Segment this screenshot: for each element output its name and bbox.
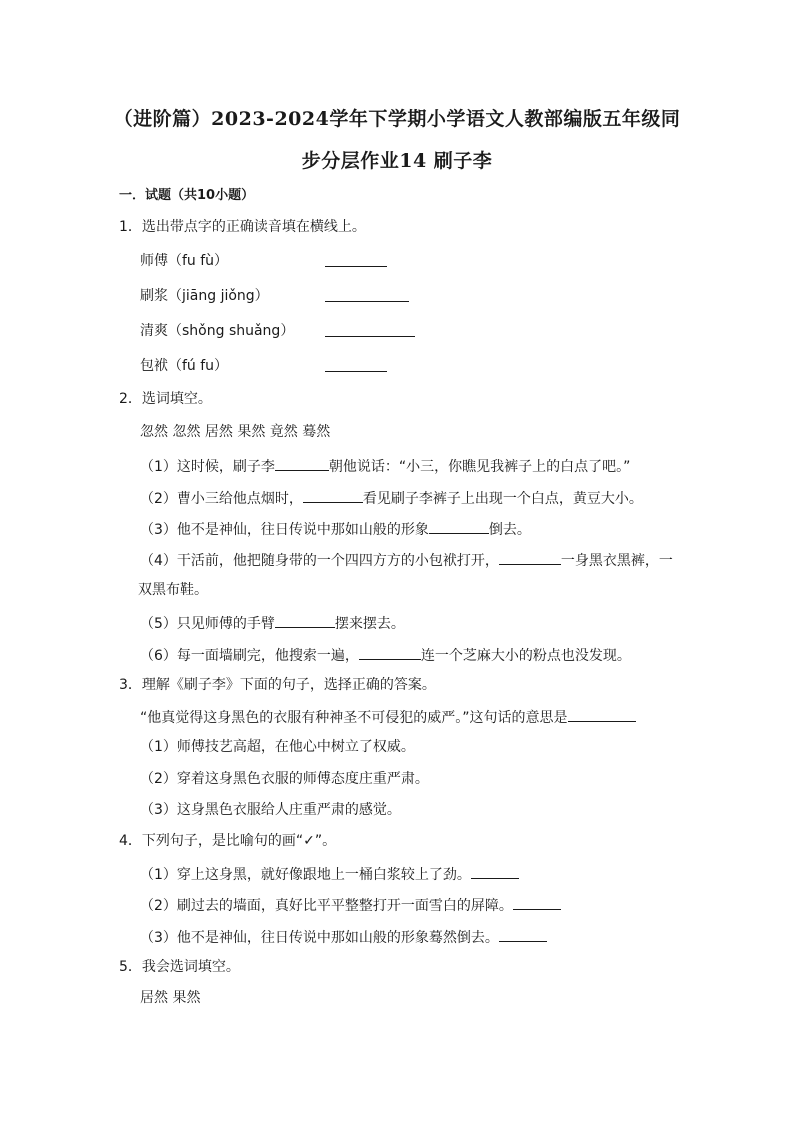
q5-stem: 5．我会选词填空。 bbox=[119, 959, 240, 975]
q3-option-3[interactable]: （3）这身黑色衣服给人庄重严肃的感觉。 bbox=[140, 802, 401, 818]
q1-answer-blank-1[interactable] bbox=[325, 265, 387, 267]
q1-stem: 1．选出带点字的正确读音填在横线上。 bbox=[119, 219, 366, 235]
q2-stem: 2．选词填空。 bbox=[119, 391, 212, 407]
q2-sentence-4: （4）干活前，他把随身带的一个四四方方的小包袱打开， 一身黑衣黑裤，一 bbox=[140, 550, 673, 570]
q1-item-4: 包袱（fú fu） bbox=[140, 358, 229, 374]
q4-blank-2[interactable] bbox=[513, 895, 561, 910]
q2-blank-2[interactable] bbox=[303, 488, 363, 503]
q3-option-2[interactable]: （2）穿着这身黑色衣服的师傅态度庄重严肃。 bbox=[140, 771, 429, 787]
q2-sentence-3: （3）他不是神仙，往日传说中那如山般的形象 倒去。 bbox=[140, 519, 531, 539]
q2-blank-6[interactable] bbox=[359, 645, 421, 660]
q4-blank-3[interactable] bbox=[499, 927, 547, 942]
q2-sentence-5: （5）只见师傅的手臂 摆来摆去。 bbox=[140, 613, 405, 633]
q1-item-3: 清爽（shǒng shuǎng） bbox=[140, 323, 295, 339]
q4-stem: 4．下列句子，是比喻句的画“✓”。 bbox=[119, 833, 337, 849]
q1-answer-blank-2[interactable] bbox=[325, 300, 409, 302]
q2-sentence-4-continued: 双黑布鞋。 bbox=[138, 582, 208, 598]
q4-sentence-2: （2）刷过去的墙面，真好比平平整整打开一面雪白的屏障。 bbox=[140, 895, 561, 915]
document-title-line-1: （进阶篇）2023-2024学年下学期小学语文人教部编版五年级同 bbox=[113, 108, 681, 130]
section-header: 一．试题（共10小题） bbox=[119, 188, 255, 203]
q2-sentence-1: （1）这时候，刷子李 朝他说话：“小三，你瞧见我裤子上的白点了吧。” bbox=[140, 456, 630, 476]
q3-quote: “他真觉得这身黑色的衣服有种神圣不可侵犯的威严。”这句话的意思是 bbox=[140, 707, 636, 727]
q2-blank-1[interactable] bbox=[275, 456, 329, 471]
q4-sentence-1: （1）穿上这身黑，就好像跟地上一桶白浆较上了劲。 bbox=[140, 864, 519, 884]
q5-word-bank: 居然 果然 bbox=[140, 990, 201, 1006]
q4-sentence-3: （3）他不是神仙，往日传说中那如山般的形象蓦然倒去。 bbox=[140, 927, 547, 947]
q1-answer-blank-3[interactable] bbox=[325, 335, 415, 337]
q2-sentence-2: （2）曹小三给他点烟时， 看见刷子李裤子上出现一个白点，黄豆大小。 bbox=[140, 488, 643, 508]
q2-word-bank: 忽然 忽然 居然 果然 竟然 蓦然 bbox=[140, 424, 331, 440]
q2-blank-5[interactable] bbox=[275, 613, 335, 628]
q3-stem: 3．理解《刷子李》下面的句子，选择正确的答案。 bbox=[119, 677, 436, 693]
q2-blank-4[interactable] bbox=[499, 550, 561, 565]
q3-option-1[interactable]: （1）师傅技艺高超，在他心中树立了权威。 bbox=[140, 739, 415, 755]
q1-item-1: 师傅（fu fù） bbox=[140, 253, 229, 269]
q2-blank-3[interactable] bbox=[429, 519, 489, 534]
q4-blank-1[interactable] bbox=[471, 864, 519, 879]
q1-item-2: 刷浆（jiāng jiǒng） bbox=[140, 288, 269, 304]
q3-answer-blank[interactable] bbox=[568, 707, 636, 722]
q2-sentence-6: （6）每一面墙刷完，他搜索一遍， 连一个芝麻大小的粉点也没发现。 bbox=[140, 645, 631, 665]
document-title-line-2: 步分层作业14 刷子李 bbox=[301, 150, 493, 172]
q1-answer-blank-4[interactable] bbox=[325, 370, 387, 372]
